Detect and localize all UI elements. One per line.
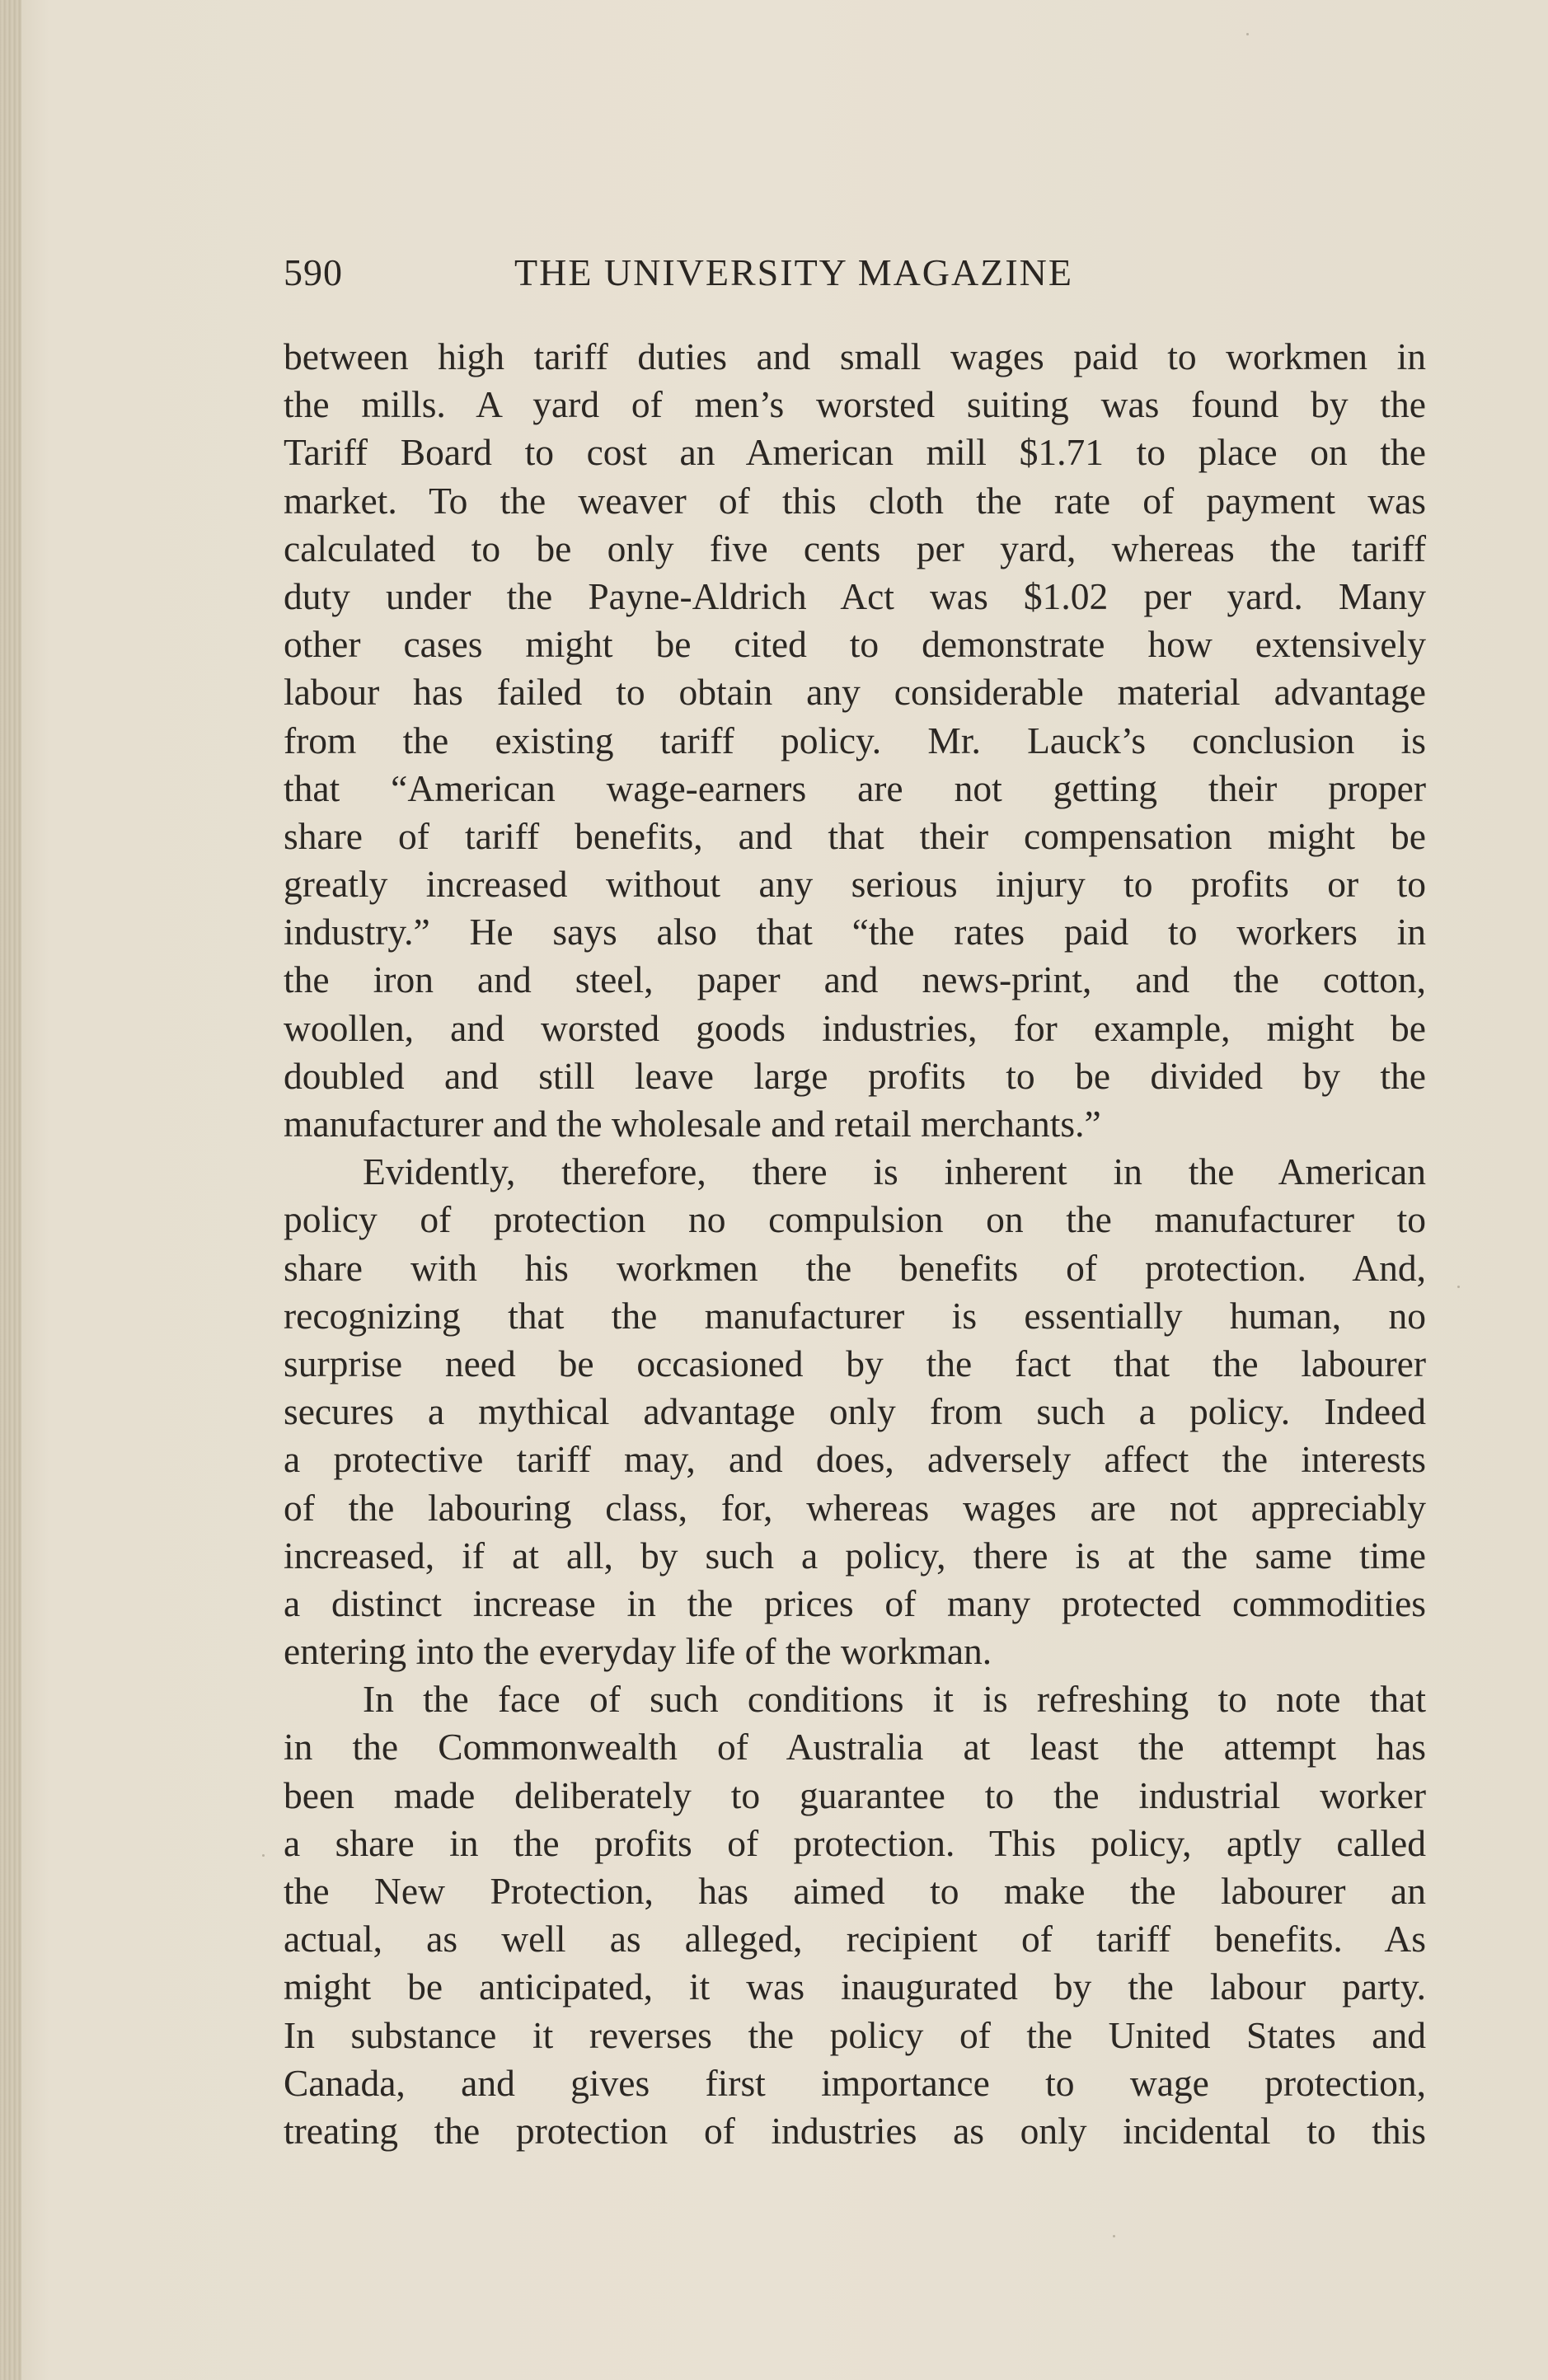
text-line: greatly increased without any serious injury to profits or to (284, 863, 1426, 906)
text-line: the New Protection, has aimed to make the labourer an (284, 1870, 1426, 1912)
text-line: recognizing that the manufacturer is essentially human, no (284, 1294, 1426, 1337)
text-line: treating the protection of industries as only incidental to this (284, 2109, 1426, 2152)
paper-speck (1457, 1286, 1460, 1288)
paper-speck (262, 1854, 265, 1857)
text-line: labour has failed to obtain any considerable material advantage (284, 671, 1426, 714)
page-header (284, 251, 1174, 300)
text-line: been made deliberately to guarantee to the industrial worker (284, 1773, 1426, 1816)
text-line: manufacturer and the wholesale and retail merchants.” (284, 1103, 1101, 1145)
text-line: In substance it reverses the policy of the United States and (284, 2013, 1426, 2056)
text-line: secures a mythical advantage only from such a policy. Indeed (284, 1390, 1426, 1433)
text-line: of the labouring class, for, whereas wages are not appreciably (284, 1486, 1426, 1529)
text-line: the mills. A yard of men’s worsted suiting was found by the (284, 383, 1426, 426)
text-line: other cases might be cited to demonstrate how extensively (284, 623, 1426, 666)
text-line: Tariff Board to cost an American mill $1.71 to place on the (284, 431, 1426, 474)
text-line: doubled and still leave large profits to be divided by the (284, 1054, 1426, 1097)
text-line: Evidently, therefore, there is inherent in the American (363, 1150, 1426, 1193)
text-line: share with his workmen the benefits of protection. And, (284, 1246, 1426, 1289)
text-line: in the Commonwealth of Australia at least the attempt has (284, 1726, 1426, 1769)
text-line: a distinct increase in the prices of many protected commodities (284, 1581, 1426, 1624)
text-line: industry.” He says also that “the rates paid to workers in (284, 911, 1426, 953)
text-line: a protective tariff may, and does, adversely affect the interests (284, 1438, 1426, 1481)
text-line: woollen, and worsted goods industries, for example, might be (284, 1006, 1426, 1049)
text-line: increased, if at all, by such a policy, there is at the same time (284, 1534, 1426, 1577)
page-number: 590 (284, 251, 343, 293)
text-line: between high tariff duties and small wages paid to workmen in (284, 335, 1426, 377)
text-line: duty under the Payne-Aldrich Act was $1.02 per yard. Many (284, 574, 1426, 617)
text-line: In the face of such conditions it is refreshing to note that (363, 1678, 1426, 1721)
text-line: a share in the profits of protection. This policy, aptly called (284, 1821, 1426, 1864)
text-line: actual, as well as alleged, recipient of tariff benefits. As (284, 1918, 1426, 1961)
paper-speck (1246, 33, 1249, 35)
text-line: calculated to be only five cents per yard, whereas the tariff (284, 527, 1426, 569)
text-line: surprise need be occasioned by the fact that the labourer (284, 1342, 1426, 1384)
running-head: THE UNIVERSITY MAGAZINE (514, 251, 1073, 293)
text-line: the iron and steel, paper and news-print, and the cotton, (284, 958, 1426, 1001)
text-line: might be anticipated, it was inaugurated by the labour party. (284, 1965, 1426, 2008)
text-line: that “American wage-earners are not getting their proper (284, 766, 1426, 809)
text-line: from the existing tariff policy. Mr. Lauck’s conclusion is (284, 719, 1426, 761)
text-line: entering into the everyday life of the workman. (284, 1630, 992, 1673)
paper-speck (1113, 2235, 1115, 2237)
body-text (284, 333, 1426, 2155)
book-binding-edge (0, 0, 21, 2380)
text-line: market. To the weaver of this cloth the rate of payment was (284, 479, 1426, 522)
text-line: share of tariff benefits, and that their compensation might be (284, 814, 1426, 857)
text-line: policy of protection no compulsion on the manufacturer to (284, 1198, 1426, 1241)
text-line: Canada, and gives first importance to wage protection, (284, 2061, 1426, 2104)
